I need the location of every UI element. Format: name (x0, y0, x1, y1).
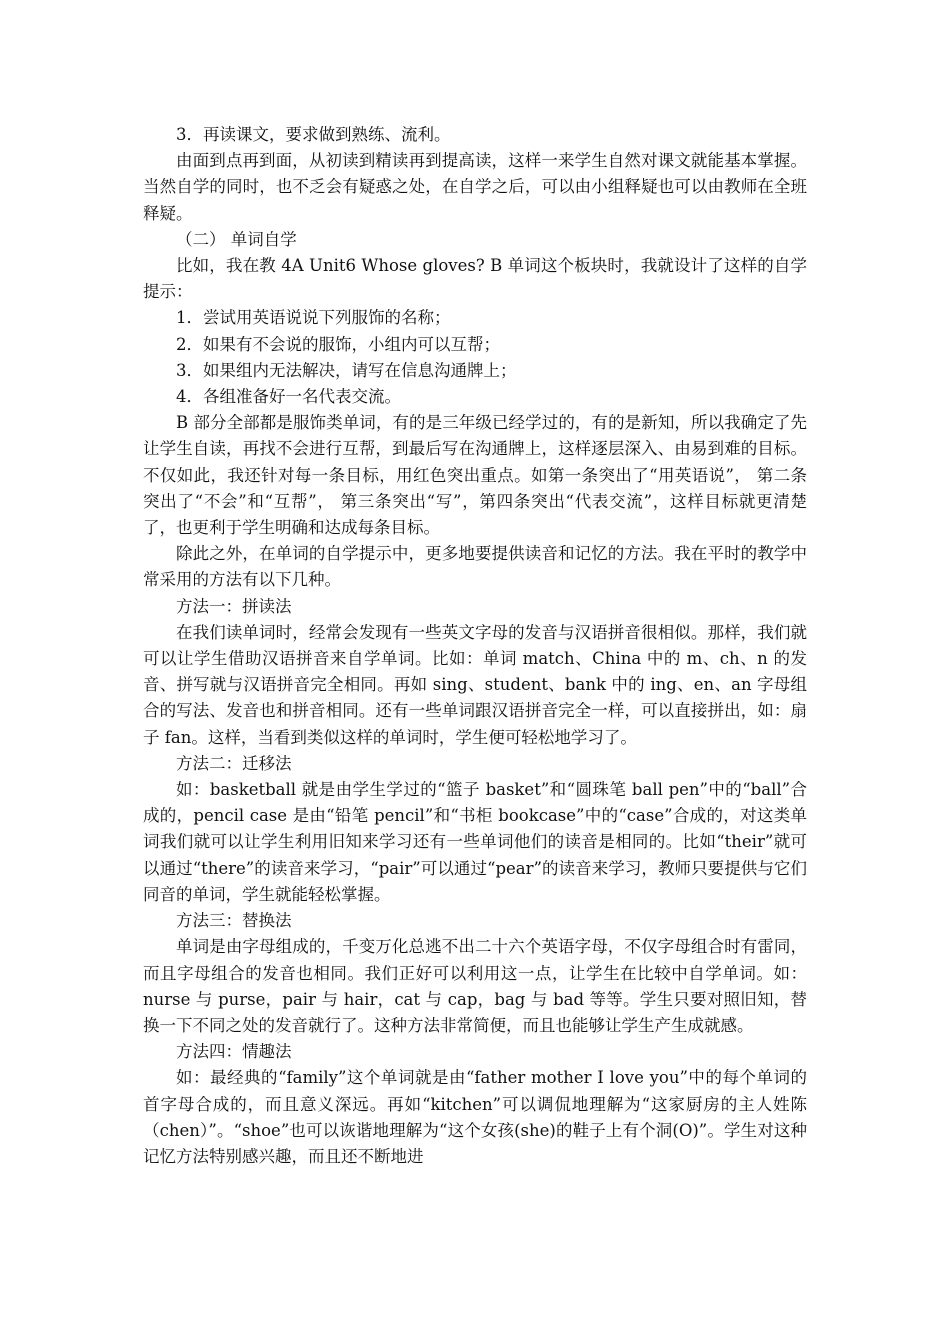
method-heading-4: 方法四：情趣法 (176, 1042, 292, 1062)
section-heading-word-self-study: （二） 单词自学 (176, 229, 297, 249)
paragraph-method-1: 在我们读单词时，经常会发现有一些英文字母的发音与汉语拼音很相似。那样，我们就可以让学生借助汉语拼音来自学单词。比如：单词 match、China 中的 m、ch、n 的发音、拼写就与汉语拼音完全相同。再如 sing、student、bank 中的 ing、en、an 字母组合的写法、发音也和拼音相同。还有一些单词跟汉语拼音完全一样，可以直接拼出，如：扇子 fan。这样，当看到类似这样的单词时，学生便可轻松地学习了。 (143, 622, 807, 747)
document-body (143, 122, 807, 1170)
paragraph-method-4: 如：最经典的“family”这个单词就是由“father mother I love you”中的每个单词的首字母合成的，而且意义深远。再如“kitchen”可以调侃地理解为“这家厨房的主人姓陈（chen）”。“shoe”也可以诙谐地理解为“这个女孩(she)的鞋子上有个洞(O)”。学生对这种记忆方法特别感兴趣，而且还不断地进 (143, 1068, 807, 1166)
method-heading-1: 方法一：拼读法 (176, 596, 292, 616)
list-item-3: 3．如果组内无法解决，请写在信息沟通牌上； (176, 360, 517, 380)
method-heading-3: 方法三：替换法 (176, 911, 292, 931)
paragraph-method-2: 如：basketball 就是由学生学过的“篮子 basket”和“圆珠笔 ball pen”中的“ball”合成的，pencil case 是由“铅笔 pencil”和“书柜 bookcase”中的“case”合成的，对这类单词我们就可以让学生利用旧知来学习还有一些单词他们的读音是相同的。比如“their”就可以通过“there”的读音来学习，“pair”可以通过“pear”的读音来学习，教师只要提供与它们同音的单词，学生就能轻松掌握。 (143, 780, 807, 904)
list-item-4: 4．各组准备好一名代表交流。 (176, 387, 401, 407)
paragraph-example-intro: 比如，我在教 4A Unit6 Whose gloves? B 单词这个板块时，我就设计了这样的自学提示： (143, 256, 807, 302)
list-item-1: 1．尝试用英语说说下列服饰的名称； (176, 308, 451, 328)
paragraph-part-b-explanation: B 部分全部都是服饰类单词，有的是三年级已经学过的，有的是新知，所以我确定了先让学生自读，再找不会进行互帮，到最后写在沟通牌上，这样逐层深入、由易到难的目标。不仅如此，我还针对每一条目标，用红色突出重点。如第一条突出了“用英语说”， 第二条突出了“不会”和“互帮”， 第三条突出“写”，第四条突出“代表交流”，这样目标就更清楚了，也更利于学生明确和达成每条目标。 (143, 413, 807, 538)
paragraph-reading-summary: 由面到点再到面，从初读到精读再到提高读，这样一来学生自然对课文就能基本掌握。当然自学的同时，也不乏会有疑惑之处，在自学之后，可以由小组释疑也可以由教师在全班释疑。 (143, 151, 807, 223)
method-heading-2: 方法二：迁移法 (176, 753, 292, 773)
paragraph-method-3: 单词是由字母组成的，千变万化总逃不出二十六个英语字母，不仅字母组合时有雷同，而且字母组合的发音也相同。我们正好可以利用这一点，让学生在比较中自学单词。如：nurse 与 purse，pair 与 hair，cat 与 cap，bag 与 bad 等等。学生只要对照旧知，替换一下不同之处的发音就行了。这种方法非常简便，而且也能够让学生产生成就感。 (143, 937, 807, 1035)
paragraph-step-3: 3．再读课文，要求做到熟练、流利。 (176, 125, 451, 144)
list-item-2: 2．如果有不会说的服饰，小组内可以互帮； (176, 334, 500, 354)
paragraph-methods-intro: 除此之外，在单词的自学提示中，更多地要提供读音和记忆的方法。我在平时的教学中常采用的方法有以下几种。 (143, 544, 807, 590)
